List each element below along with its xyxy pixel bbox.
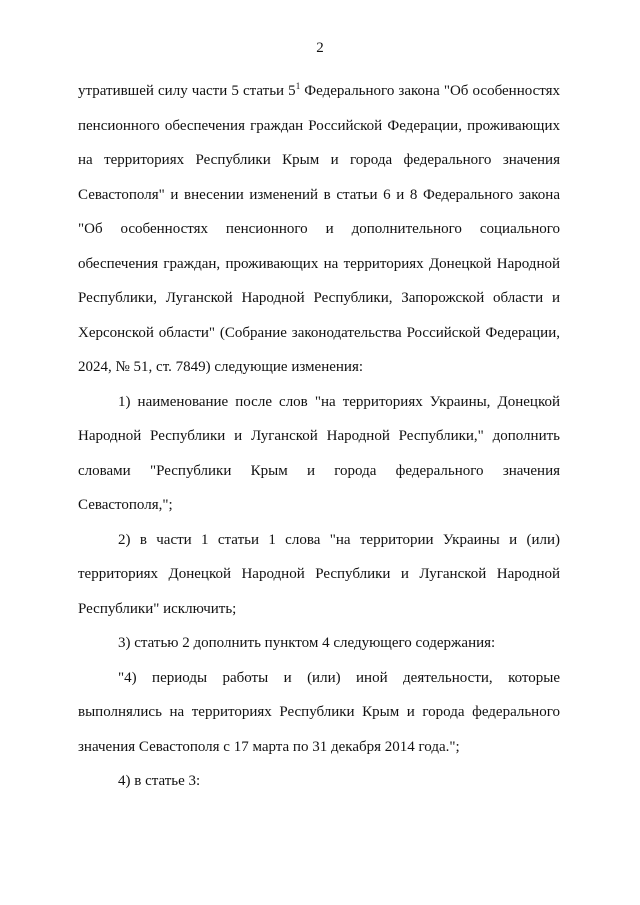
document-body (78, 74, 560, 799)
paragraph-item-2: 2) в части 1 статьи 1 слова "на территории Украины и (или) территориях Донецкой Народной Республики и Луганской Народной Республики" исключить; (78, 531, 560, 617)
paragraph-item-1: 1) наименование после слов "на территориях Украины, Донецкой Народной Республики и Луганской Народной Республики," дополнить словами "Республики Крым и города федерального значения Севастополя,"; (78, 393, 560, 513)
page-number: 2 (316, 40, 324, 56)
superscript-number: 1 (295, 81, 301, 91)
paragraph-item-4: 4) в статье 3: (118, 773, 201, 789)
paragraph-item-3: 3) статью 2 дополнить пунктом 4 следующего содержания: (118, 635, 496, 651)
paragraph-quoted-item-4: "4) периоды работы и (или) иной деятельности, которые выполнялись на территориях Республики Крым и города федерального значения Севастополя с 17 марта по 31 декабря 2014 года."; (78, 669, 560, 755)
paragraph-intro-text-end: Федерального закона "Об особенностях пенсионного обеспечения граждан Российской Федерации, проживающих на территориях Республики Крым и города федерального значения Севастополя" и внесении изменений в статьи 6 и 8 Федерального закона "Об особенностях пенсионного и дополнительного социального обеспечения граждан, проживающих на территориях Донецкой Народной Республики, Луганской Народной Республики, Запорожской области и Херсонской области" (Собрание законодательства Российской Федерации, 2024, № 51, ст. 7849) следующие изменения: (78, 83, 561, 375)
paragraph-intro (78, 74, 560, 385)
paragraph-intro-text-start: утратившей силу части 5 статьи 5 (78, 83, 296, 99)
